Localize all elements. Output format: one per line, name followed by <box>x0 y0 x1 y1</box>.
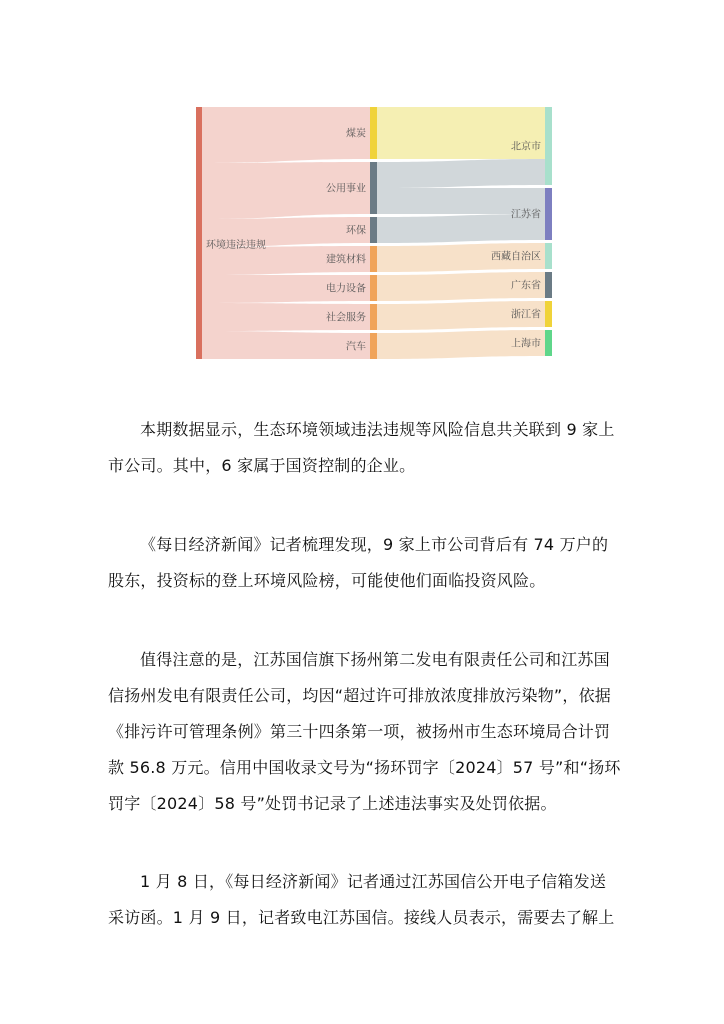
node-industry-1 <box>370 162 377 214</box>
node-label-industry-2: 环保 <box>346 225 366 237</box>
node-industry-6 <box>370 333 377 359</box>
node-industry-0 <box>370 107 377 159</box>
node-region-3 <box>545 272 552 298</box>
node-label-region-1: 江苏省 <box>511 209 541 221</box>
node-region-4 <box>545 301 552 327</box>
sankey-chart <box>190 105 560 360</box>
node-label-industry-1: 公用事业 <box>326 183 366 195</box>
node-region-5 <box>545 330 552 356</box>
node-label-region-0: 北京市 <box>511 141 541 153</box>
node-label-industry-4: 电力设备 <box>326 283 366 295</box>
link-source-煤炭 <box>202 107 370 163</box>
node-region-0 <box>545 107 552 185</box>
node-label-industry-6: 汽车 <box>346 341 366 353</box>
node-label-region-5: 上海市 <box>511 338 541 350</box>
node-region-1 <box>545 188 552 240</box>
node-label-region-2: 西藏自治区 <box>491 251 541 263</box>
node-industry-5 <box>370 304 377 330</box>
node-label-source: 环境违法违规 <box>206 240 266 251</box>
node-industry-4 <box>370 275 377 301</box>
link-source-汽车 <box>202 331 370 359</box>
paragraph-1: 本期数据显示，生态环境领域违法违规等风险信息共关联到 9 家上市公司。其中，6 家属于国资控制的企业。 <box>108 420 615 475</box>
node-industry-2 <box>370 217 377 243</box>
node-label-industry-0: 煤炭 <box>346 128 366 140</box>
node-source <box>196 107 202 359</box>
node-industry-3 <box>370 246 377 272</box>
node-label-region-4: 浙江省 <box>511 309 541 321</box>
paragraph-4: 1 月 8 日，《每日经济新闻》记者通过江苏国信公开电子信箱发送采访函。1 月 9 日，记者致电江苏国信。接线人员表示，需要去了解上 <box>108 872 615 927</box>
paragraph-3: 值得注意的是，江苏国信旗下扬州第二发电有限责任公司和江苏国信扬州发电有限责任公司，均因“超过许可排放浓度排放污染物”，依据《排污许可管理条例》第三十四条第一项，被扬州市生态环境局合计罚款 56.8 万元。信用中国收录文号为“扬环罚字〔2024〕57 号”和“扬环罚字〔2024〕58 号”处罚书记录了上述违法事实及处罚依据。 <box>108 650 621 813</box>
node-label-industry-3: 建筑材料 <box>326 254 366 266</box>
node-label-industry-5: 社会服务 <box>326 312 366 324</box>
link-公用事业-北京市 <box>377 159 545 188</box>
node-region-2 <box>545 243 552 269</box>
paragraph-2: 《每日经济新闻》记者梳理发现，9 家上市公司背后有 74 万户的股东，投资标的登上环境风险榜，可能使他们面临投资风险。 <box>108 535 609 590</box>
node-label-region-3: 广东省 <box>511 280 541 292</box>
